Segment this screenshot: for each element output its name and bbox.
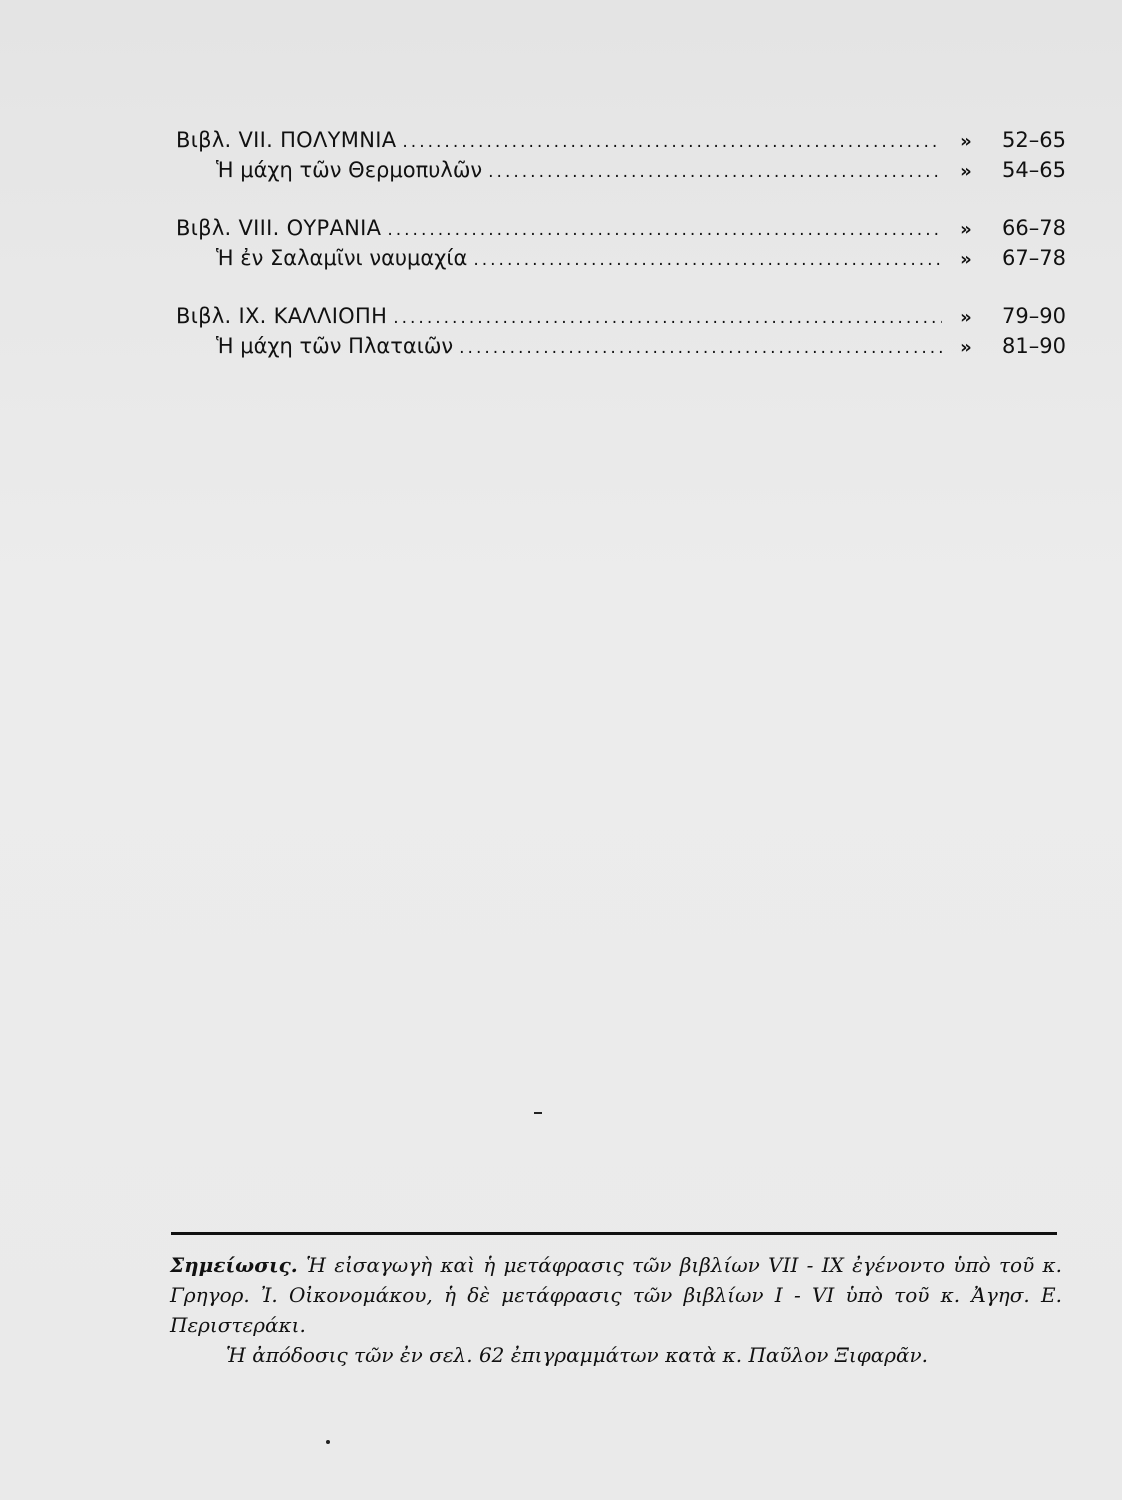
toc-entry-pages: 67–78 <box>1002 246 1066 270</box>
toc-entry-title: Ἡ μάχη τῶν Θερμοπυλῶν <box>216 158 483 182</box>
print-speck <box>534 1112 542 1114</box>
toc-entry-pages: 54–65 <box>1002 158 1066 182</box>
dot-leader <box>459 338 942 358</box>
toc-entry-book-8 <box>176 216 1066 246</box>
toc-entry-title: Ἡ ἐν Σαλαμῖνι ναυμαχία <box>216 246 468 270</box>
toc-entry-pages: 81–90 <box>1002 334 1066 358</box>
dot-leader <box>393 308 942 328</box>
toc-entry-battle-thermopylae <box>176 158 1066 188</box>
toc-entry-book-7 <box>176 128 1066 158</box>
dot-leader <box>488 162 942 182</box>
dot-leader <box>402 132 942 152</box>
toc-group-book-8 <box>176 216 1066 276</box>
toc-entry-pages: 52–65 <box>1002 128 1066 152</box>
dot-leader <box>473 250 942 270</box>
ditto-marker: » <box>960 307 972 328</box>
footnote <box>170 1250 1062 1370</box>
toc-entry-title: Βιβλ. VIII. ΟΥΡΑΝΙΑ <box>176 216 382 240</box>
toc-group-book-7 <box>176 128 1066 188</box>
dot-leader <box>387 220 942 240</box>
toc-entry-title: Βιβλ. VII. ΠΟΛΥΜΝΙΑ <box>176 128 397 152</box>
footnote-second-line: Ἡ ἀπόδοσις τῶν ἐν σελ. 62 ἐπιγραμμάτων κατὰ κ. Παῦλον Ξιφαρᾶν. <box>226 1343 928 1367</box>
toc-group-book-9 <box>176 304 1066 364</box>
toc-entry-pages: 66–78 <box>1002 216 1066 240</box>
ditto-marker: » <box>960 161 972 182</box>
footnote-text: Ἡ εἰσαγωγὴ καὶ ἡ μετάφρασις τῶν βιβλίων VII - IX ἐγένοντο ὑπὸ τοῦ κ. Γρηγορ. Ἰ. Οἰκονομάκου, ἡ δὲ μετάφρασις τῶν βιβλίων I - VI ὑπὸ τοῦ κ. Ἀγησ. Ε. Περιστεράκι. <box>170 1253 1063 1337</box>
toc-entry-battle-salamis <box>176 246 1066 276</box>
footnote-rule <box>171 1232 1057 1235</box>
ditto-marker: » <box>960 249 972 270</box>
toc-entry-title: Ἡ μάχη τῶν Πλαταιῶν <box>216 334 454 358</box>
ditto-marker: » <box>960 337 972 358</box>
ditto-marker: » <box>960 131 972 152</box>
toc-entry-title: Βιβλ. IX. ΚΑΛΛΙΟΠΗ <box>176 304 388 328</box>
toc-entry-book-9 <box>176 304 1066 334</box>
toc-entry-battle-plataea <box>176 334 1066 364</box>
toc-entry-pages: 79–90 <box>1002 304 1066 328</box>
table-of-contents <box>176 128 1066 392</box>
footnote-label: Σημείωσις. <box>170 1253 298 1277</box>
footnote-paragraph <box>170 1250 1062 1340</box>
print-speck <box>326 1440 330 1444</box>
ditto-marker: » <box>960 219 972 240</box>
